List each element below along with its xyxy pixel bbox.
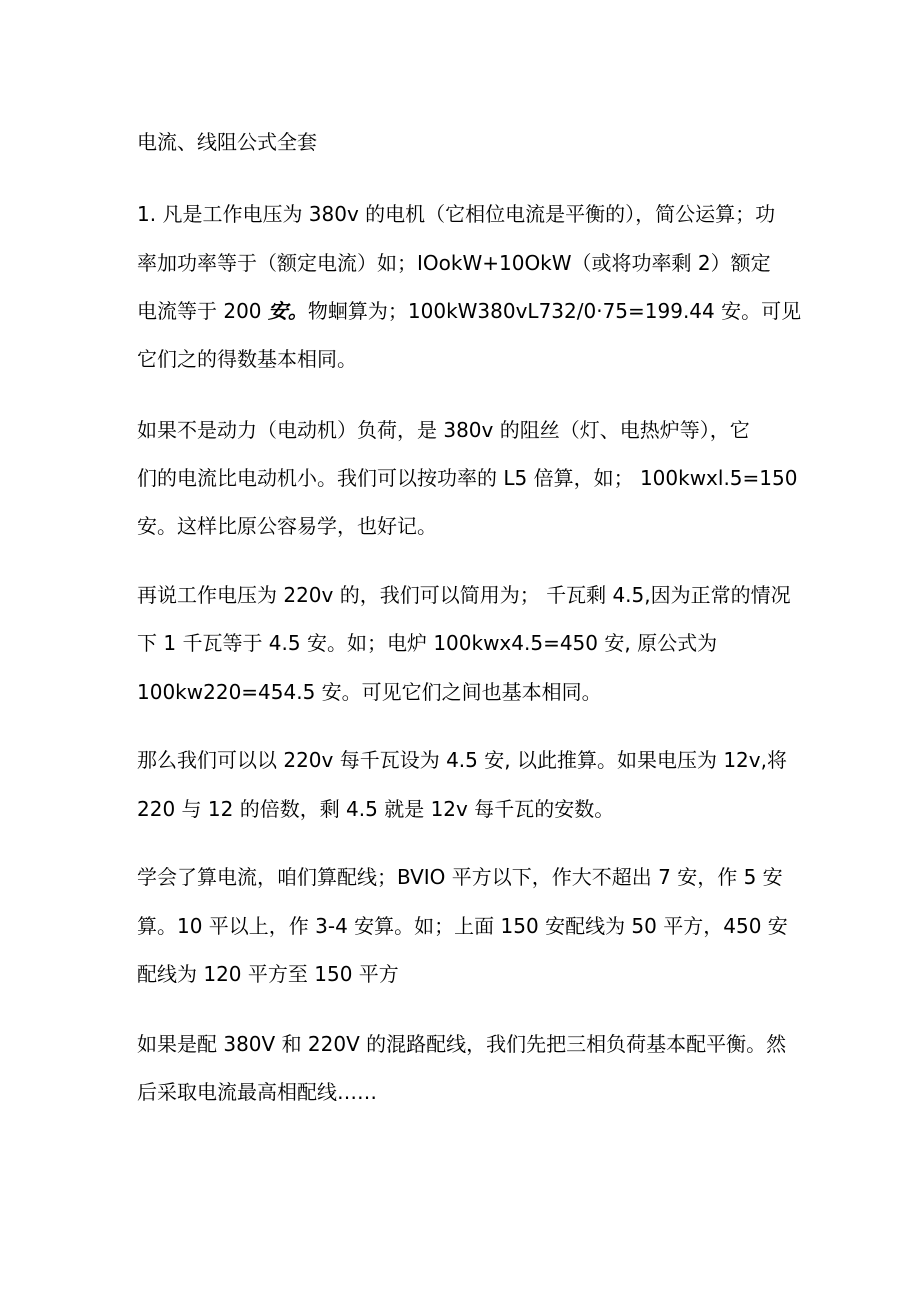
paragraph-2-line-2: 们的电流比电动机小。我们可以按功率的 L5 倍算，如； 100kwxl.5=150 [137, 466, 798, 490]
paragraph-1-line-3-end: 物蛔算为；100kW380vL732/0·75=199.44 安。可见 [307, 299, 802, 323]
paragraph-6-line-2: 后采取电流最高相配线…… [137, 1080, 377, 1104]
paragraph-2-line-3: 安。这样比原公容易学，也好记。 [137, 514, 437, 538]
paragraph-3-line-2: 下 1 千瓦等于 4.5 安。如；电炉 100kwx4.5=450 安, 原公式为 [137, 631, 718, 655]
paragraph-1-line-1: 1. 凡是工作电压为 380v 的电机（它相位电流是平衡的），简公运算；功 [137, 202, 776, 226]
paragraph-3-line-3: 100kw220=454.5 安。可见它们之间也基本相同。 [137, 680, 602, 704]
paragraph-1-line-3-start: 电流等于 200 [137, 299, 268, 323]
paragraph-3-line-1: 再说工作电压为 220v 的，我们可以简用为； 千瓦剩 4.5,因为正常的情况 [137, 583, 791, 607]
paragraph-1-line-3 [137, 296, 801, 326]
paragraph-5-line-1: 学会了算电流，咱们算配线；BVIO 平方以下，作大不超出 7 安，作 5 安 [137, 865, 783, 889]
paragraph-4-line-2: 220 与 12 的倍数，剩 4.5 就是 12v 每千瓦的安数。 [137, 797, 615, 821]
paragraph-4-line-1: 那么我们可以以 220v 每千瓦设为 4.5 安, 以此推算。如果电压为 12v,将 [137, 748, 787, 772]
paragraph-5-line-2: 算。10 平以上，作 3-4 安算。如；上面 150 安配线为 50 平方，450 安 [137, 914, 788, 938]
emphasized-unit: 安。 [267, 299, 308, 323]
document-title: 电流、线阻公式全套 [137, 130, 317, 154]
paragraph-2-line-1: 如果不是动力（电动机）负荷，是 380v 的阻丝（灯、电热炉等），它 [137, 418, 750, 442]
paragraph-5-line-3: 配线为 120 平方至 150 平方 [137, 962, 399, 986]
paragraph-6-line-1: 如果是配 380V 和 220V 的混路配线，我们先把三相负荷基本配平衡。然 [137, 1032, 787, 1056]
paragraph-1-line-4: 它们之的得数基本相同。 [137, 347, 357, 371]
paragraph-1-line-2: 率加功率等于（额定电流）如；IOokW+10OkW（或将功率剩 2）额定 [137, 251, 771, 275]
